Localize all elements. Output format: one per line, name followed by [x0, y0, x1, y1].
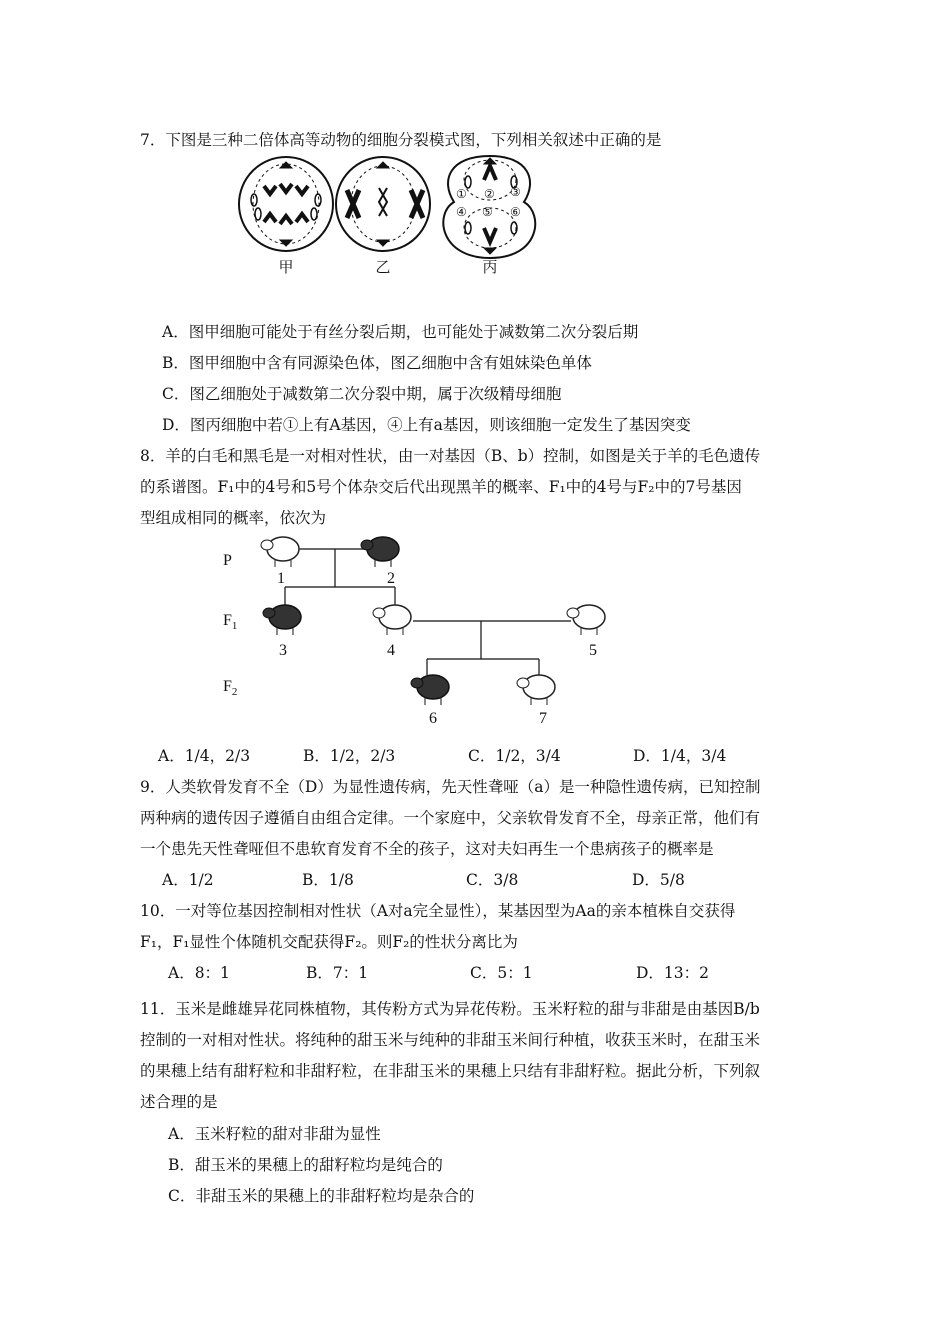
q8-stem-line3: 型组成相同的概率，依次为: [140, 509, 327, 527]
q7-option-d[interactable]: D．图丙细胞中若①上有A基因，④上有a基因，则该细胞一定发生了基因突变: [162, 416, 691, 434]
gen-label-f1: $F_1$: [223, 612, 238, 632]
q8-option-b[interactable]: B．1/2，2/3: [303, 747, 396, 765]
q8-option-c[interactable]: C．1/2，3/4: [468, 747, 561, 765]
individual-id-2: 2: [387, 570, 395, 587]
label-yi: 乙: [375, 260, 391, 276]
sheep-2-icon: [361, 537, 399, 567]
individual-id-5: 5: [589, 642, 597, 659]
q11-line3: 的果穗上结有甜籽粒和非甜籽粒，在非甜玉米的果穗上只结有非甜籽粒。据此分析，下列叙: [140, 1062, 761, 1080]
q7-option-c[interactable]: C．图乙细胞处于减数第二次分裂中期，属于次级精母细胞: [162, 385, 562, 403]
sheep-1-icon: [261, 537, 299, 567]
q9-options: [162, 868, 685, 890]
sheep-4-icon: [373, 605, 411, 635]
individual-id-7: 7: [539, 710, 547, 727]
q10-option-d[interactable]: D．13：2: [636, 964, 710, 982]
q8-option-d[interactable]: D．1/4，3/4: [633, 747, 727, 765]
q9-option-d[interactable]: D．5/8: [632, 871, 685, 889]
pedigree-chart: [215, 525, 635, 735]
q11-line4: 述合理的是: [140, 1093, 218, 1111]
individual-id-6: 6: [429, 710, 437, 727]
label-jia: 甲: [278, 260, 294, 276]
q10-option-a[interactable]: A．8：1: [168, 964, 230, 982]
sheep-5-icon: [567, 605, 605, 635]
q11-option-c[interactable]: C．非甜玉米的果穗上的非甜籽粒均是杂合的: [168, 1187, 475, 1205]
q9-option-b[interactable]: B．1/8: [302, 871, 354, 889]
q7-stem: 7．下图是三种二倍体高等动物的细胞分裂模式图，下列相关叙述中正确的是: [140, 131, 662, 149]
circled-number-5: ⑤: [482, 205, 493, 219]
circled-number-4: ④: [456, 205, 467, 219]
sheep-7-icon: [517, 675, 555, 705]
cell-division-figure: [228, 150, 548, 280]
q11-option-b[interactable]: B．甜玉米的果穗上的甜籽粒均是纯合的: [168, 1156, 443, 1174]
q9-line3: 一个患先天性聋哑但不患软育发育不全的孩子，这对夫妇再生一个患病孩子的概率是: [140, 840, 714, 858]
sheep-3-icon: [263, 605, 301, 635]
q8-stem-line2: 的系谱图。F₁中的4号和5号个体杂交后代出现黑羊的概率、F₁中的4号与F₂中的7号基因: [140, 478, 742, 496]
circled-number-2: ②: [484, 187, 495, 201]
q9-line2: 两种病的遗传因子遵循自由组合定律。一个家庭中，父亲软骨发育不全，母亲正常，他们有: [140, 809, 761, 827]
q11-line1: 11．玉米是雌雄异花同株植物，其传粉方式为异花传粉。玉米籽粒的甜与非甜是由基因B/b: [140, 1000, 760, 1018]
circled-number-3: ③: [510, 185, 521, 199]
q10-options: [168, 961, 709, 983]
q8-stem-line1: 8．羊的白毛和黑毛是一对相对性状，由一对基因（B、b）控制，如图是关于羊的毛色遗传: [140, 447, 761, 465]
gen-label-p: P: [223, 552, 232, 569]
q9-line1: 9．人类软骨发育不全（D）为显性遗传病，先天性聋哑（a）是一种隐性遗传病，已知控制: [140, 778, 761, 796]
q7-option-b[interactable]: B．图甲细胞中含有同源染色体，图乙细胞中含有姐妹染色单体: [162, 354, 592, 372]
q10-line2: F₁，F₁显性个体随机交配获得F₂。则F₂的性状分离比为: [140, 933, 518, 951]
q10-option-b[interactable]: B．7：1: [306, 964, 369, 982]
q11-option-a[interactable]: A．玉米籽粒的甜对非甜为显性: [168, 1125, 381, 1143]
q9-option-a[interactable]: A．1/2: [162, 871, 214, 889]
q7-option-a[interactable]: A．图甲细胞可能处于有丝分裂后期，也可能处于减数第二次分裂后期: [162, 323, 639, 341]
cell-jia: [239, 157, 333, 251]
label-bing: 丙: [482, 260, 498, 276]
q10-line1: 10．一对等位基因控制相对性状（A对a完全显性），某基因型为Aa的亲本植株自交获得: [140, 902, 736, 920]
q8-option-a[interactable]: A．1/4，2/3: [158, 747, 251, 765]
individual-id-3: 3: [279, 642, 287, 659]
cell-yi: [336, 157, 430, 251]
circled-number-1: ①: [456, 187, 467, 201]
q8-options: [158, 744, 726, 766]
individual-id-4: 4: [387, 642, 395, 659]
q10-option-c[interactable]: C．5：1: [470, 964, 533, 982]
sheep-6-icon: [411, 675, 449, 705]
individual-id-1: 1: [277, 570, 285, 587]
circled-number-6: ⑥: [510, 205, 521, 219]
q11-line2: 控制的一对相对性状。将纯种的甜玉米与纯种的非甜玉米间行种植，收获玉米时，在甜玉米: [140, 1031, 761, 1049]
q9-option-c[interactable]: C．3/8: [466, 871, 519, 889]
gen-label-f2: $F_2$: [223, 678, 238, 698]
